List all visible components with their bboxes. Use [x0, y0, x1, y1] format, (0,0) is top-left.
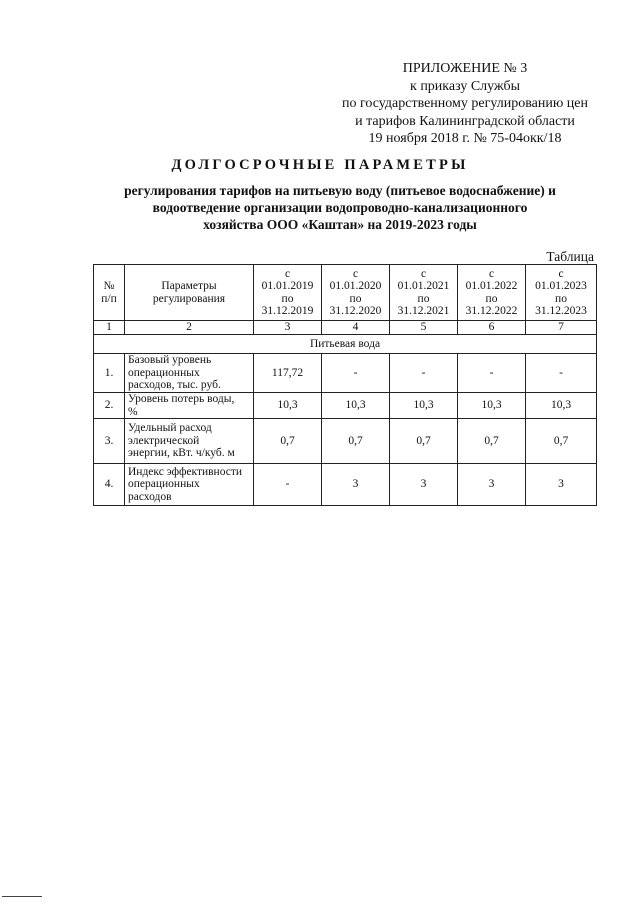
appendix-agency-1: по государственному регулированию цен: [342, 96, 588, 111]
row-value: 0,7: [390, 419, 458, 464]
table-row: [94, 393, 597, 419]
appendix-number: ПРИЛОЖЕНИЕ № 3: [402, 61, 528, 76]
header-param: Параметры регулирования: [125, 265, 254, 321]
section-row: [94, 335, 597, 354]
row-number: 1.: [94, 354, 125, 393]
row-value: 10,3: [458, 393, 526, 419]
header-num: № п/п: [94, 265, 125, 321]
row-value: -: [458, 354, 526, 393]
row-value: -: [322, 354, 390, 393]
column-numbers-row: 1 2 3 4 5 6 7: [94, 321, 597, 335]
parameters-table: [93, 264, 597, 506]
row-number: 4.: [94, 464, 125, 506]
row-param: Уровень потерь воды, %: [125, 393, 254, 419]
row-value: -: [390, 354, 458, 393]
row-param: Удельный расход электрической энергии, кВт. ч/куб. м: [125, 419, 254, 464]
row-value: 0,7: [458, 419, 526, 464]
section-title: Питьевая вода: [94, 335, 597, 354]
subtitle-line: хозяйства ООО «Каштан» на 2019-2023 годы: [203, 217, 477, 232]
row-value: 3: [322, 464, 390, 506]
header-period-2019: с 01.01.2019 по 31.12.2019: [254, 265, 322, 321]
row-value: 10,3: [526, 393, 597, 419]
appendix-header: [342, 60, 588, 148]
appendix-order-ref: к приказу Службы: [410, 78, 520, 94]
row-value: 117,72: [254, 354, 322, 393]
header-period-2023: с 01.01.2023 по 31.12.2023: [526, 265, 597, 321]
header-period-2021: с 01.01.2021 по 31.12.2021: [390, 265, 458, 321]
row-value: 0,7: [526, 419, 597, 464]
table-header-row: [94, 265, 597, 321]
appendix-order-date: 19 ноября 2018 г. № 75-04окк/18: [368, 131, 562, 146]
row-value: -: [254, 464, 322, 506]
row-value: 10,3: [254, 393, 322, 419]
document-title: ДОЛГОСРОЧНЫЕ ПАРАМЕТРЫ: [171, 157, 469, 173]
row-value: 3: [526, 464, 597, 506]
row-param: Индекс эффективности операционных расходов: [125, 464, 254, 506]
subtitle-line: регулирования тарифов на питьевую воду (питьевое водоснабжение) и: [124, 183, 556, 198]
row-value: 0,7: [254, 419, 322, 464]
subtitle-line: водоотведение организации водопроводно-канализационного: [152, 200, 528, 215]
footnote-divider: [2, 896, 42, 897]
row-value: 0,7: [322, 419, 390, 464]
table-row: [94, 354, 597, 393]
table-row: [94, 464, 597, 506]
row-value: 10,3: [390, 393, 458, 419]
document-subtitle: [60, 182, 620, 233]
row-param: Базовый уровень операционных расходов, тыс. руб.: [125, 354, 254, 393]
header-period-2020: с 01.01.2020 по 31.12.2020: [322, 265, 390, 321]
table-caption: Таблица: [546, 249, 594, 264]
row-value: 10,3: [322, 393, 390, 419]
row-number: 3.: [94, 419, 125, 464]
appendix-agency-2: и тарифов Калининградской области: [355, 113, 575, 129]
header-period-2022: с 01.01.2022 по 31.12.2022: [458, 265, 526, 321]
row-value: 3: [458, 464, 526, 506]
table-row: [94, 419, 597, 464]
row-number: 2.: [94, 393, 125, 419]
row-value: 3: [390, 464, 458, 506]
row-value: -: [526, 354, 597, 393]
